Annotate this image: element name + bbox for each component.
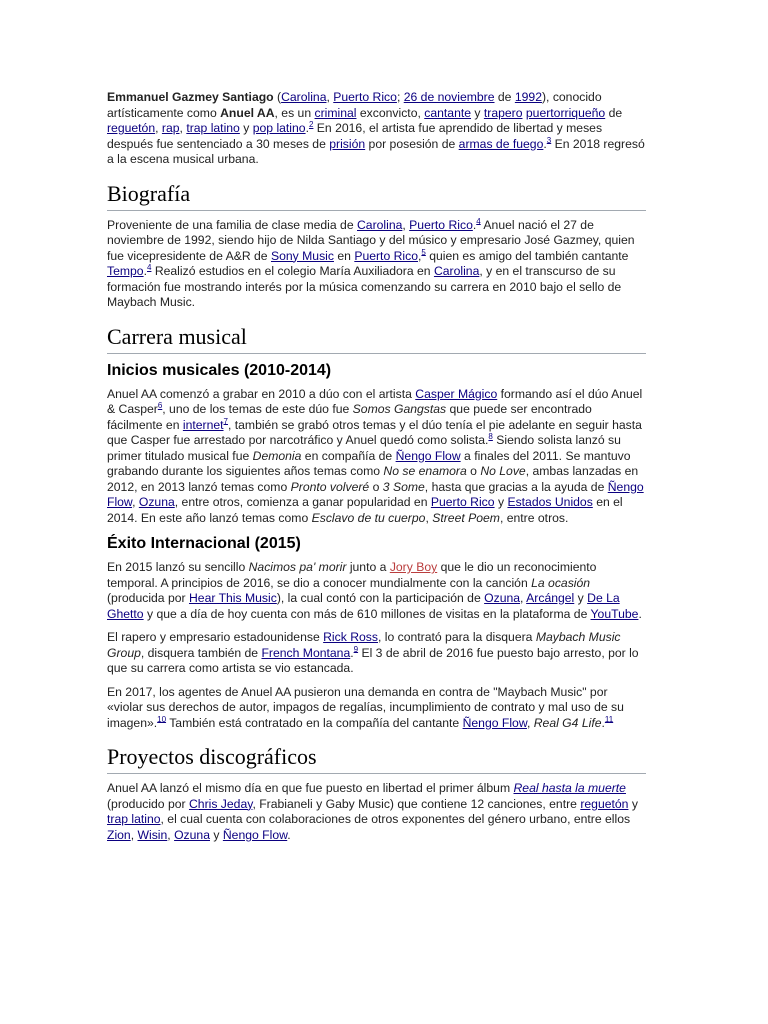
- exito-paragraph-3: En 2017, los agentes de Anuel AA pusieron una demanda en contra de "Maybach Music" por «violar sus derechos de autor, impagos de regalías, incumplimiento de contrato y mal uso de su imagen».$^{10}$ También está contratado en la compañía del cantante Ñengo Flow, Real G4 Life.$^{11}$: [107, 684, 624, 730]
- link-internet[interactable]: internet: [182, 417, 224, 432]
- reference-link[interactable]: 4: [476, 216, 481, 226]
- reference-link[interactable]: 6: [157, 400, 163, 410]
- heading-inicios-musicales: Inicios musicales (2010-2014): [107, 361, 332, 379]
- song-title: Somos Gangstas: [352, 402, 447, 416]
- reference-link[interactable]: 2: [308, 119, 314, 129]
- reference-link[interactable]: 7: [223, 416, 228, 426]
- link-wisin[interactable]: Wisin: [137, 827, 168, 842]
- heading-biografia: Biografía: [107, 180, 646, 211]
- song-title: Pronto volveré: [290, 479, 370, 494]
- alias-name: Anuel AA: [220, 105, 275, 120]
- link-ozuna[interactable]: Ozuna: [138, 495, 175, 509]
- link-criminal[interactable]: criminal: [314, 105, 357, 120]
- link-carolina[interactable]: Carolina: [433, 264, 480, 278]
- reference-link[interactable]: 4: [146, 262, 152, 272]
- song-title: 3 Some: [382, 479, 425, 494]
- reference-link[interactable]: 3: [546, 135, 552, 145]
- heading-proyectos-discograficos: Proyectos discográficos: [107, 743, 646, 774]
- link-chris-jeday[interactable]: Chris Jeday: [188, 796, 253, 811]
- link-trapero[interactable]: trapero: [483, 105, 523, 120]
- reference-link[interactable]: 8: [488, 431, 493, 441]
- song-title: No se enamora: [383, 464, 467, 478]
- link-puerto-rico[interactable]: Puerto Rico: [333, 90, 397, 104]
- exito-paragraph-1: En 2015 lanzó su sencillo Nacimos pa' morir junto a Jory Boy que le dio un reconocimiento temporal. A principios de 2016, se dio a conocer mundialmente con la canción La ocasión (producida por Hear This Music), la cual contó con la participación de Ozuna, Arcángel y De La Ghetto y que a día de hoy cuenta con más de 610 millones de visitas en la plataforma de YouTube.: [107, 560, 642, 621]
- link-nengo-flow[interactable]: Ñengo Flow: [222, 827, 288, 842]
- link-regueton[interactable]: reguetón: [107, 121, 156, 135]
- link-pop-latino[interactable]: pop latino: [252, 121, 306, 135]
- song-title: Street Poem: [432, 510, 500, 525]
- link-puerto-rico[interactable]: Puerto Rico: [409, 217, 473, 232]
- intro-paragraph: Emmanuel Gazmey Santiago (Carolina, Puerto Rico; 26 de noviembre de 1992), conocido artísticamente como Anuel AA, es un criminal exconvicto, cantante y trapero puertorriqueño de reguetón, rap, trap latino y pop latino.$^2$ En 2016, el artista fue aprendido de libertad y meses después fue sentenciado a 30 meses de prisión por posesión de armas de fuego.$^3$ En 2018 regresó a la escena musical urbana.: [107, 90, 645, 166]
- link-carolina[interactable]: Carolina: [357, 217, 403, 232]
- link-tempo[interactable]: Tempo: [107, 264, 144, 278]
- link-rick-ross[interactable]: Rick Ross: [323, 630, 378, 644]
- song-title: Nacimos pa' morir: [248, 560, 347, 574]
- exito-paragraph-2: El rapero y empresario estadounidense Rick Ross, lo contrató para la disquera Maybach Music Group, disquera también de French Montana.$^9$ El 3 de abril de 2016 fue puesto bajo arresto, por lo que su carrera como artista se vio estancada.: [107, 630, 639, 675]
- link-nengo-flow[interactable]: Ñengo Flow: [395, 448, 461, 463]
- subject-name: Emmanuel Gazmey Santiago: [107, 90, 274, 104]
- link-rap[interactable]: rap: [161, 121, 180, 135]
- link-nengo-flow[interactable]: Ñengo Flow: [462, 715, 527, 730]
- link-cantante[interactable]: cantante: [424, 105, 472, 120]
- link-carolina[interactable]: Carolina: [281, 90, 327, 104]
- reference-link[interactable]: 5: [421, 247, 426, 257]
- link-puertorriqueno[interactable]: puertorriqueño: [525, 105, 606, 120]
- reference-link[interactable]: 10: [157, 714, 167, 724]
- label-name: Real G4 Life: [533, 715, 602, 730]
- link-nengo-flow[interactable]: Ñengo Flow: [107, 479, 644, 509]
- link-arcangel[interactable]: Arcángel: [526, 591, 575, 605]
- link-french-montana[interactable]: French Montana: [261, 645, 351, 660]
- inicios-paragraph: Anuel AA comenzó a grabar en 2010 a dúo con el artista Casper Mágico formando así el dúo Anuel & Casper$^6$, uno de los temas de este dúo fue Somos Gangstas que puede ser encontrado fácilmente en internet$^7$, también se grabó otros temas y el dúo tenía el pie adelante en seguir hasta que Casper fue arrestado por narcotráfico y Anuel quedó como solista.$^8$ Siendo solista lanzó su primer titulado musical fue Demonia en compañía de Ñengo Flow a finales del 2011. Se mantuvo grabando durante los siguientes años temas como No se enamora o No Love, ambas lanzadas en 2012, en 2013 lanzó temas como Pronto volveré o 3 Some, hasta que gracias a la ayuda de Ñengo Flow, Ozuna, entre otros, comienza a ganar popularidad en Puerto Rico y Estados Unidos en el 2014. En este año lanzó temas como Esclavo de tu cuerpo, Street Poem, entre otros.: [107, 386, 644, 525]
- song-title: No Love: [480, 464, 526, 478]
- heading-carrera-musical: Carrera musical: [107, 323, 646, 354]
- link-de-la-ghetto[interactable]: De La Ghetto: [107, 591, 620, 621]
- song-title: Demonia: [252, 448, 302, 463]
- link-youtube[interactable]: YouTube: [590, 606, 639, 621]
- song-title: La ocasión: [531, 575, 591, 590]
- link-prision[interactable]: prisión: [329, 136, 366, 151]
- link-ozuna[interactable]: Ozuna: [484, 591, 521, 605]
- heading-exito-internacional: Éxito Internacional (2015): [107, 535, 301, 552]
- link-hear-this-music[interactable]: Hear This Music: [188, 591, 277, 605]
- song-title: Esclavo de tu cuerpo: [311, 510, 426, 525]
- link-estados-unidos[interactable]: Estados Unidos: [507, 495, 593, 509]
- reference-link[interactable]: 9: [353, 644, 359, 654]
- link-birth-date[interactable]: 26 de noviembre: [403, 90, 495, 104]
- link-jory-boy[interactable]: Jory Boy: [389, 560, 438, 574]
- link-trap-latino[interactable]: trap latino: [107, 812, 161, 826]
- reference-link[interactable]: 11: [604, 714, 614, 724]
- label-name: Maybach Music Group: [107, 630, 621, 660]
- proyectos-paragraph: Anuel AA lanzó el mismo día en que fue puesto en libertad el primer álbum Real hasta la muerte (producido por Chris Jeday, Frabianeli y Gaby Music) que contiene 12 canciones, entre reguetón y trap latino, el cual cuenta con colaboraciones de otros exponentes del género urbano, entre ellos Zion, Wisin, Ozuna y Ñengo Flow.: [107, 781, 638, 842]
- link-birth-year[interactable]: 1992: [514, 90, 542, 104]
- link-puerto-rico[interactable]: Puerto Rico: [430, 495, 495, 509]
- link-zion[interactable]: Zion: [107, 827, 131, 842]
- link-sony-music[interactable]: Sony Music: [270, 248, 334, 263]
- link-ozuna[interactable]: Ozuna: [174, 827, 210, 842]
- link-puerto-rico[interactable]: Puerto Rico: [354, 248, 418, 263]
- link-regueton[interactable]: reguetón: [580, 796, 629, 811]
- link-trap-latino[interactable]: trap latino: [186, 121, 240, 135]
- link-real-hasta-la-muerte[interactable]: Real hasta la muerte: [513, 781, 626, 795]
- link-casper-magico[interactable]: Casper Mágico: [415, 386, 498, 401]
- link-armas-de-fuego[interactable]: armas de fuego: [458, 136, 544, 151]
- biografia-paragraph: Proveniente de una familia de clase media de Carolina, Puerto Rico.$^4$ Anuel nació el 27 de noviembre de 1992, siendo hijo de Nilda Santiago y del músico y empresario José Gazmey, quien fue vicepresidente de A&R de Sony Music en Puerto Rico,$^5$ quien es amigo del también cantante Tempo.$^4$ Realizó estudios en el colegio María Auxiliadora en Carolina, y en el transcurso de su formación fue mostrando interés por la música comenzando su carrera en 2010 bajo el sello de Maybach Music.: [107, 216, 635, 309]
